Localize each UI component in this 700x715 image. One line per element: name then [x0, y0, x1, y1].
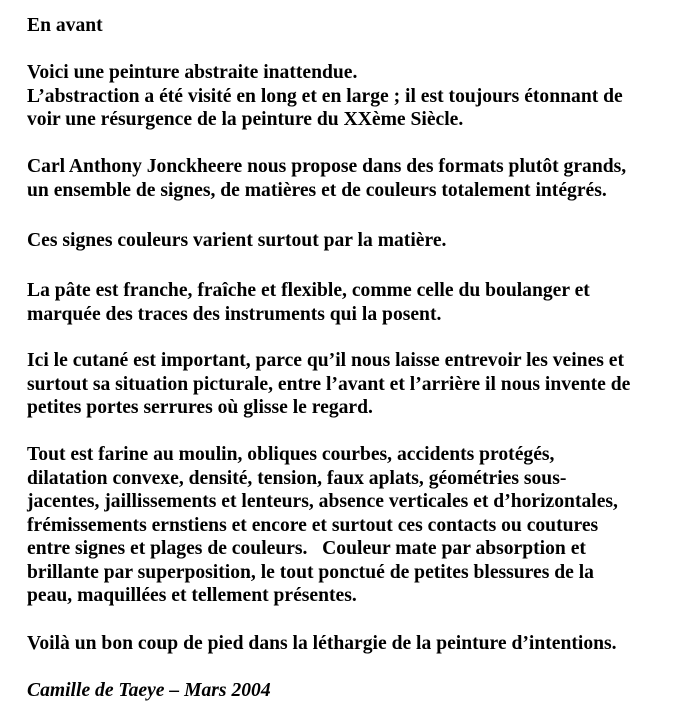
paragraph-line: entre signes et plages de couleurs. Couleur mate par absorption et — [27, 538, 586, 559]
paragraph-line: frémissements ernstiens et encore et surtout ces contacts ou coutures — [27, 514, 599, 536]
paragraph-list — [27, 443, 618, 608]
paragraph-line: un ensemble de signes, de matières et de couleurs totalement intégrés. — [27, 179, 607, 201]
paragraph-line: L’abstraction a été visité en long et en large ; il est toujours étonnant de — [27, 85, 623, 107]
paragraph-line: surtout sa situation picturale, entre l’avant et l’arrière il nous invente de — [27, 373, 631, 395]
paragraph-intro — [27, 61, 623, 132]
paragraph-line: Voilà un bon coup de pied dans la léthargie de la peinture d’intentions. — [27, 633, 617, 654]
paragraph-conclusion — [27, 632, 617, 656]
paragraph-line: brillante par superposition, le tout ponctué de petites blessures de la — [27, 561, 594, 583]
paragraph-line: peau, maquillées et tellement présentes. — [27, 585, 357, 606]
paragraph-line: La pâte est franche, fraîche et flexible, comme celle du boulanger et — [27, 280, 590, 301]
paragraph-line: petites portes serrures où glisse le regard. — [27, 397, 373, 418]
paragraph-line: jacentes, jaillissements et lenteurs, absence verticales et d’horizontales, — [27, 491, 618, 512]
paragraph-line: Ici le cutané est important, parce qu’il nous laisse entrevoir les veines et — [27, 350, 625, 371]
document-title: En avant — [27, 15, 103, 36]
paragraph-line: dilatation convexe, densité, tension, faux aplats, géométries sous- — [27, 467, 567, 489]
paragraph-cutaneous — [27, 349, 630, 420]
paragraph-line: marquée des traces des instruments qui la posent. — [27, 303, 442, 325]
paragraph-line: Tout est farine au moulin, obliques courbes, accidents protégés, — [27, 444, 555, 465]
paragraph-line: Ces signes couleurs varient surtout par la matière. — [27, 230, 447, 251]
paragraph-signs — [27, 229, 446, 253]
paragraph-paste — [27, 279, 590, 326]
paragraph-line: voir une résurgence de la peinture du XXème Siècle. — [27, 109, 464, 130]
paragraph-line: Voici une peinture abstraite inattendue. — [27, 62, 358, 83]
paragraph-line: Carl Anthony Jonckheere nous propose dans des formats plutôt grands, — [27, 156, 627, 177]
signature: Camille de Taeye – Mars 2004 — [27, 680, 271, 701]
paragraph-artist — [27, 155, 626, 202]
